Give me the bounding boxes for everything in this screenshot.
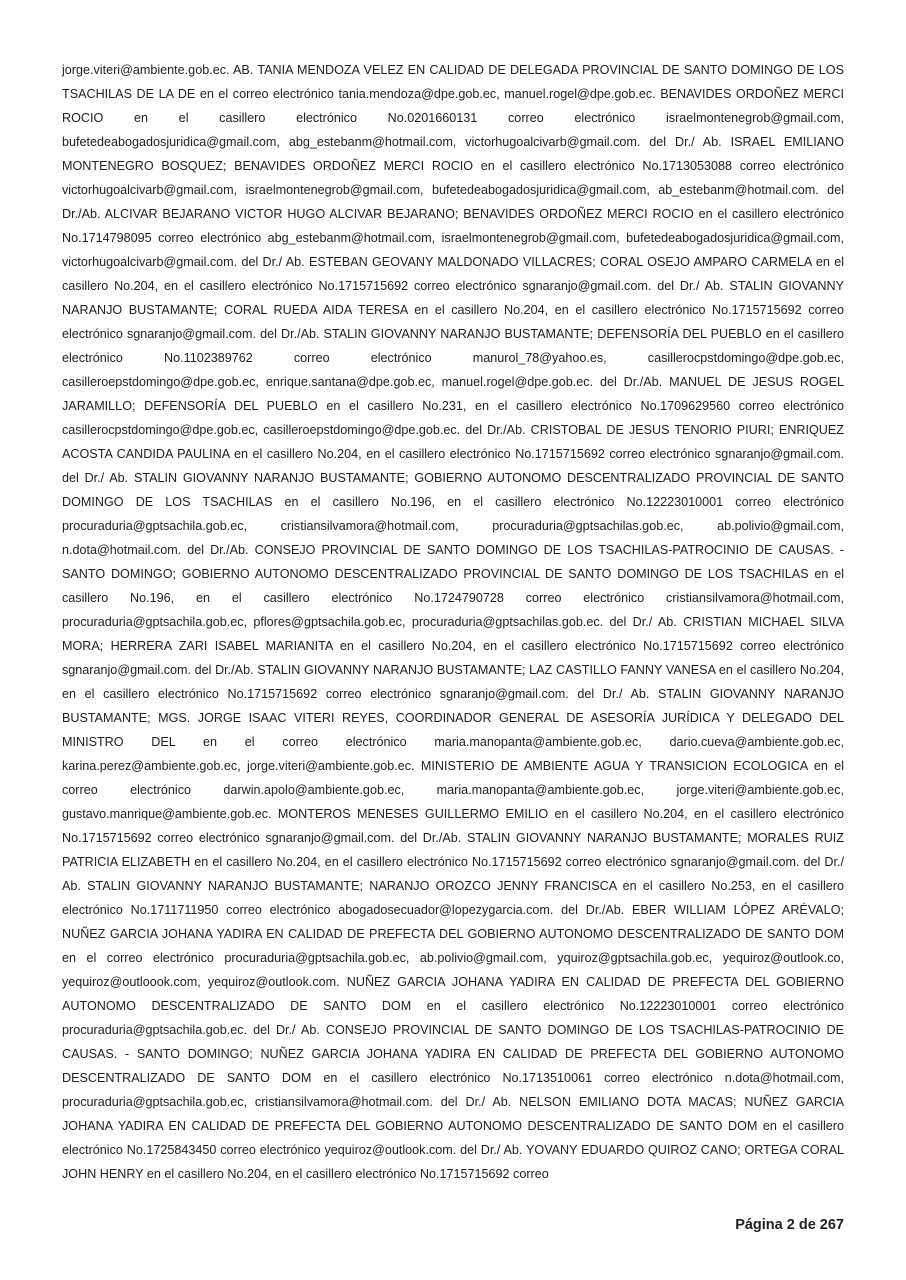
page-number: Página 2 de 267 — [735, 1217, 844, 1233]
notification-body-text: jorge.viteri@ambiente.gob.ec. AB. TANIA MENDOZA VELEZ EN CALIDAD DE DELEGADA PROVINCIAL DE SANTO DOMINGO DE LOS TSACHILAS DE LA DE en el correo electrónico tania.mendoza@dpe.gob.ec, manuel.rogel@dpe.gob.ec. BENAVIDES ORDOÑEZ MERCI ROCIO en el casillero electrónico No.0201660131 correo electrónico israelmontenegrob@gmail.com, bufetedeabogadosjuridica@gmail.com, abg_estebanm@hotmail.com, victorhugoalcivarb@gmail.com. del Dr./ Ab. ISRAEL EMILIANO MONTENEGRO BOSQUEZ; BENAVIDES ORDOÑEZ MERCI ROCIO en el casillero electrónico No.1713053088 correo electrónico victorhugoalcivarb@gmail.com, israelmontenegrob@gmail.com, bufetedeabogadosjuridica@gmail.com, ab_estebanm@hotmail.com. del Dr./Ab. ALCIVAR BEJARANO VICTOR HUGO ALCIVAR BEJARANO; BENAVIDES ORDOÑEZ MERCI ROCIO en el casillero electrónico No.1714798095 correo electrónico abg_estebanm@hotmail.com, israelmontenegrob@gmail.com, bufetedeabogadosjuridica@gmail.com, victorhugoalcivarb@gmail.com. del Dr./ Ab. ESTEBAN GEOVANY MALDONADO VILLACRES; CORAL OSEJO AMPARO CARMELA en el casillero No.204, en el casillero electrónico No.1715715692 correo electrónico sgnaranjo@gmail.com. del Dr./ Ab. STALIN GIOVANNY NARANJO BUSTAMANTE; CORAL RUEDA AIDA TERESA en el casillero No.204, en el casillero electrónico No.1715715692 correo electrónico sgnaranjo@gmail.com. del Dr./Ab. STALIN GIOVANNY NARANJO BUSTAMANTE; DEFENSORÍA DEL PUEBLO en el casillero electrónico No.1102389762 correo electrónico manurol_78@yahoo.es, casillerocpstdomingo@dpe.gob.ec, casilleroepstdomingo@dpe.gob.ec, enrique.santana@dpe.gob.ec, manuel.rogel@dpe.gob.ec. del Dr./Ab. MANUEL DE JESUS ROGEL JARAMILLO; DEFENSORÍA DEL PUEBLO en el casillero No.231, en el casillero electrónico No.1709629560 correo electrónico casillerocpstdomingo@dpe.gob.ec, casilleroepstdomingo@dpe.gob.ec. del Dr./Ab. CRISTOBAL DE JESUS TENORIO PIURI; ENRIQUEZ ACOSTA CANDIDA PAULINA en el casillero No.204, en el casillero electrónico No.1715715692 correo electrónico sgnaranjo@gmail.com. del Dr./ Ab. STALIN GIOVANNY NARANJO BUSTAMANTE; GOBIERNO AUTONOMO DESCENTRALIZADO PROVINCIAL DE SANTO DOMINGO DE LOS TSACHILAS en el casillero No.196, en el casillero electrónico No.12223010001 correo electrónico procuraduria@gptsachila.gob.ec, cristiansilvamora@hotmail.com, procuraduria@gptsachilas.gob.ec, ab.polivio@gmail.com, n.dota@hotmail.com. del Dr./Ab. CONSEJO PROVINCIAL DE SANTO DOMINGO DE LOS TSACHILAS-PATROCINIO DE CAUSAS. - SANTO DOMINGO; GOBIERNO AUTONOMO DESCENTRALIZADO PROVINCIAL DE SANTO DOMINGO DE LOS TSACHILAS en el casillero No.196, en el casillero electrónico No.1724790728 correo electrónico cristiansilvamora@hotmail.com, procuraduria@gptsachila.gob.ec, pflores@gptsachila.gob.ec, procuraduria@gptsachilas.gob.ec. del Dr./ Ab. CRISTIAN MICHAEL SILVA MORA; HERRERA ZARI ISABEL MARIANITA en el casillero No.204, en el casillero electrónico No.1715715692 correo electrónico sgnaranjo@gmail.com. del Dr./Ab. STALIN GIOVANNY NARANJO BUSTAMANTE; LAZ CASTILLO FANNY VANESA en el casillero No.204, en el casillero electrónico No.1715715692 correo electrónico sgnaranjo@gmail.com. del Dr./ Ab. STALIN GIOVANNY NARANJO BUSTAMANTE; MGS. JORGE ISAAC VITERI REYES, COORDINADOR GENERAL DE ASESORÍA JURÍDICA Y DELEGADO DEL MINISTRO DEL en el correo electrónico maria.manopanta@ambiente.gob.ec, dario.cueva@ambiente.gob.ec, karina.perez@ambiente.gob.ec, jorge.viteri@ambiente.gob.ec. MINISTERIO DE AMBIENTE AGUA Y TRANSICION ECOLOGICA en el correo electrónico darwin.apolo@ambiente.gob.ec, maria.manopanta@ambiente.gob.ec, jorge.viteri@ambiente.gob.ec, gustavo.manrique@ambiente.gob.ec. MONTEROS MENESES GUILLERMO EMILIO en el casillero No.204, en el casillero electrónico No.1715715692 correo electrónico sgnaranjo@gmail.com. del Dr./Ab. STALIN GIOVANNY NARANJO BUSTAMANTE; MORALES RUIZ PATRICIA ELIZABETH en el casillero No.204, en el casillero electrónico No.1715715692 correo electrónico sgnaranjo@gmail.com. del Dr./ Ab. STALIN GIOVANNY NARANJO BUSTAMANTE; NARANJO OROZCO JENNY FRANCISCA en el casillero No.253, en el casillero electrónico No.1711711950 correo electrónico abogadosecuador@lopezygarcia.com. del Dr./Ab. EBER WILLIAM LÓPEZ ARÉVALO; NUÑEZ GARCIA JOHANA YADIRA EN CALIDAD DE PREFECTA DEL GOBIERNO AUTONOMO DESCENTRALIZADO DE SANTO DOM en el correo electrónico procuraduria@gptsachila.gob.ec, ab.polivio@gmail.com, yquiroz@gptsachila.gob.ec, yequiroz@outlook.co, yequiroz@outloook.com, yequiroz@outlook.com. NUÑEZ GARCIA JOHANA YADIRA EN CALIDAD DE PREFECTA DEL GOBIERNO AUTONOMO DESCENTRALIZADO DE SANTO DOM en el casillero electrónico No.12223010001 correo electrónico procuraduria@gptsachila.gob.ec. del Dr./ Ab. CONSEJO PROVINCIAL DE SANTO DOMINGO DE LOS TSACHILAS-PATROCINIO DE CAUSAS. - SANTO DOMINGO; NUÑEZ GARCIA JOHANA YADIRA EN CALIDAD DE PREFECTA DEL GOBIERNO AUTONOMO DESCENTRALIZADO DE SANTO DOM en el casillero electrónico No.1713510061 correo electrónico n.dota@hotmail.com, procuraduria@gptsachila.gob.ec, cristiansilvamora@hotmail.com. del Dr./ Ab. NELSON EMILIANO DOTA MACAS; NUÑEZ GARCIA JOHANA YADIRA EN CALIDAD DE PREFECTA DEL GOBIERNO AUTONOMO DESCENTRALIZADO DE SANTO DOM en el casillero electrónico No.1725843450 correo electrónico yequiroz@outlook.com. del Dr./ Ab. YOVANY EDUARDO QUIROZ CANO; ORTEGA CORAL JOHN HENRY en el casillero No.204, en el casillero electrónico No.1715715692 correo — [62, 63, 844, 1181]
